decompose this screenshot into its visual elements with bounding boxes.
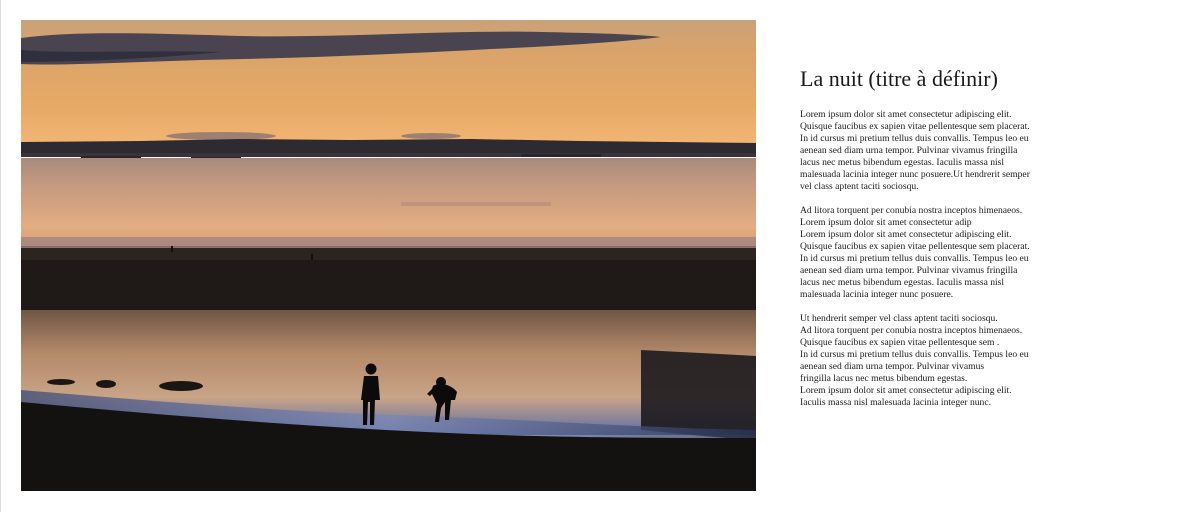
text-line: Iaculis massa nisl malesuada lacinia integer nunc. [800, 397, 992, 409]
beach-sunset-photo [21, 20, 756, 491]
article-title: La nuit (titre à définir) [800, 66, 998, 91]
text-line: aenean sed diam urna tempor. Pulvinar vivamus [800, 361, 985, 373]
text-line: vel class aptent taciti sociosqu. [800, 181, 919, 193]
text-line: lacus nec metus bibendum egestas. Iaculis massa nisl [800, 277, 1005, 289]
text-line: Lorem ipsum dolor sit amet consectetur adip [800, 217, 972, 229]
text-line: In id cursus mi pretium tellus duis convallis. Tempus leo eu [800, 133, 1029, 145]
text-line: aenean sed diam urna tempor. Pulvinar vivamus fringilla [800, 265, 1018, 277]
paragraph-3 [800, 313, 1130, 409]
page-edge [0, 0, 1, 512]
article [800, 66, 1130, 421]
text-line: Lorem ipsum dolor sit amet consectetur adipiscing elit. [800, 109, 1012, 121]
paragraph-2 [800, 205, 1130, 301]
text-line: Ad litora torquent per conubia nostra inceptos himenaeos. [800, 205, 1023, 217]
text-line: Lorem ipsum dolor sit amet consectetur adipiscing elit. [800, 229, 1012, 241]
text-line: malesuada lacinia integer nunc posuere.Ut hendrerit semper [800, 169, 1030, 181]
text-line: fringilla lacus nec metus bibendum egestas. [800, 373, 968, 385]
text-line: In id cursus mi pretium tellus duis convallis. Tempus leo eu [800, 349, 1029, 361]
text-line: Ad litora torquent per conubia nostra inceptos himenaeos. [800, 325, 1023, 337]
text-line: Quisque faucibus ex sapien vitae pellentesque sem placerat. [800, 121, 1030, 133]
sea [21, 158, 756, 250]
text-line: Quisque faucibus ex sapien vitae pellentesque sem . [800, 337, 1000, 349]
paragraph-1 [800, 109, 1130, 193]
text-line: malesuada lacinia integer nunc posuere. [800, 289, 954, 301]
text-line: Quisque faucibus ex sapien vitae pellentesque sem placerat. [800, 241, 1030, 253]
text-line: aenean sed diam urna tempor. Pulvinar vivamus fringilla [800, 145, 1018, 157]
text-line: Ut hendrerit semper vel class aptent taciti sociosqu. [800, 313, 998, 325]
text-line: In id cursus mi pretium tellus duis convallis. Tempus leo eu [800, 253, 1029, 265]
text-line: Lorem ipsum dolor sit amet consectetur adipiscing elit. [800, 385, 1012, 397]
text-line: lacus nec metus bibendum egestas. Iaculis massa nisl [800, 157, 1005, 169]
